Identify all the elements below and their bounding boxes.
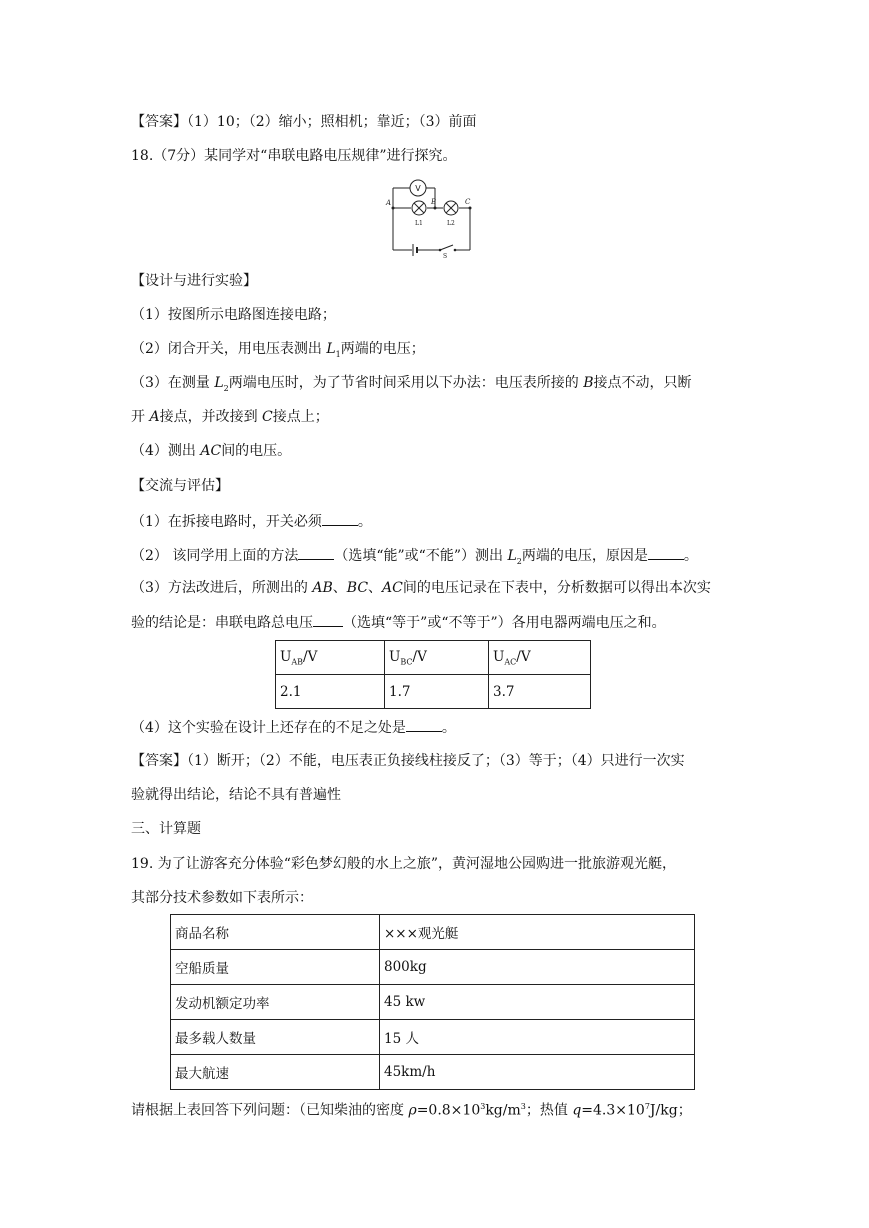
previous-answer: 【答案】（1）10；（2）缩小；照相机；靠近；（3）前面 bbox=[131, 114, 477, 130]
value-uab: 2.1 bbox=[276, 675, 385, 709]
question-19-given: 请根据上表回答下列问题：（已知柴油的密度 $\rho=0.8\times 10^3kg/m^3$；热值 $q=4.3\times 10^7J/kg$； bbox=[131, 1102, 692, 1119]
voltmeter-label: V bbox=[415, 184, 421, 193]
spec-label: 空船质量 bbox=[171, 950, 380, 985]
answer-blank bbox=[313, 612, 343, 627]
point-a-label: A bbox=[386, 199, 392, 207]
question-19-line-2: 其部分技术参数如下表所示： bbox=[131, 890, 313, 906]
q18-answer-line-2: 验就得出结论，结论不具有普遍性 bbox=[131, 787, 341, 803]
step-3-line-1: （3）在测量 $L_2$两端电压时，为了节省时间采用以下办法：电压表所接的 B接点不动，只断 bbox=[131, 375, 692, 393]
spec-value: 15 人 bbox=[380, 1020, 695, 1055]
value-uac: 3.7 bbox=[489, 675, 591, 709]
spec-label: 发动机额定功率 bbox=[171, 985, 380, 1020]
design-heading: 【设计与进行实验】 bbox=[131, 273, 257, 289]
point-b-label: B bbox=[431, 198, 437, 206]
spec-value: ×××观光艇 bbox=[380, 915, 695, 950]
q18-answer-line-1: 【答案】（1）断开；（2）不能，电压表正负接线柱接反了；（3）等于；（4）只进行一次实 bbox=[131, 753, 685, 769]
voltage-table bbox=[275, 640, 591, 709]
eval-1: （1）在拆接电路时，开关必须 。 bbox=[131, 511, 372, 532]
boat-spec-table bbox=[170, 914, 695, 1090]
lamp-l1-label: L1 bbox=[415, 220, 423, 227]
answer-blank bbox=[406, 717, 442, 732]
spec-value: 800kg bbox=[380, 950, 695, 985]
evaluation-heading: 【交流与评估】 bbox=[131, 478, 229, 494]
step-1: （1）按图所示电路图连接电路； bbox=[131, 307, 336, 323]
point-c-label: C bbox=[465, 198, 471, 206]
spec-value: 45km/h bbox=[380, 1055, 695, 1090]
switch-label: S bbox=[443, 253, 448, 258]
spec-label: 最多载人数量 bbox=[171, 1020, 380, 1055]
header-uab: $U_{AB}/V$ bbox=[276, 641, 385, 675]
step-2: （2）闭合开关，用电压表测出 $L_1$两端的电压； bbox=[131, 341, 425, 359]
step-3-line-2: 开 A接点，并改接到 C接点上； bbox=[131, 409, 329, 425]
lamp-l2-symbol bbox=[444, 201, 458, 215]
series-circuit-diagram bbox=[385, 178, 480, 258]
eval-3-line-2: 验的结论是：串联电路总电压 （选填“等于”或“不等于”）各用电器两端电压之和。 bbox=[131, 612, 666, 633]
eval-4: （4）这个实验在设计上还存在的不足之处是 。 bbox=[131, 717, 456, 738]
header-uac: $U_{AC}/V$ bbox=[489, 641, 591, 675]
eval-2: （2） 该同学用上面的方法 （选填“能”或“不能”）测出 $L_2$两端的电压，原因是 。 bbox=[131, 545, 698, 572]
question-19-line-1: 19. 为了让游客充分体验“彩色梦幻般的水上之旅”，黄河湿地公园购进一批旅游观光艇， bbox=[131, 856, 677, 872]
spec-value: 45 kw bbox=[380, 985, 695, 1020]
answer-blank bbox=[298, 545, 334, 560]
step-4: （4）测出 AC间的电压。 bbox=[131, 443, 292, 459]
header-ubc: $U_{BC}/V$ bbox=[385, 641, 489, 675]
answer-blank bbox=[322, 511, 358, 526]
question-18-stem: 18.（7分）某同学对“串联电路电压规律”进行探究。 bbox=[131, 148, 457, 164]
eval-3-line-1: （3）方法改进后，所测出的 AB、BC、AC间的电压记录在下表中，分析数据可以得出本次实 bbox=[131, 580, 711, 596]
answer-blank bbox=[648, 545, 684, 560]
section-heading: 三、计算题 bbox=[131, 821, 201, 837]
lamp-l2-label: L2 bbox=[447, 220, 455, 227]
value-ubc: 1.7 bbox=[385, 675, 489, 709]
spec-label: 最大航速 bbox=[171, 1055, 380, 1090]
spec-label: 商品名称 bbox=[171, 915, 380, 950]
lamp-l1-symbol bbox=[412, 201, 426, 215]
